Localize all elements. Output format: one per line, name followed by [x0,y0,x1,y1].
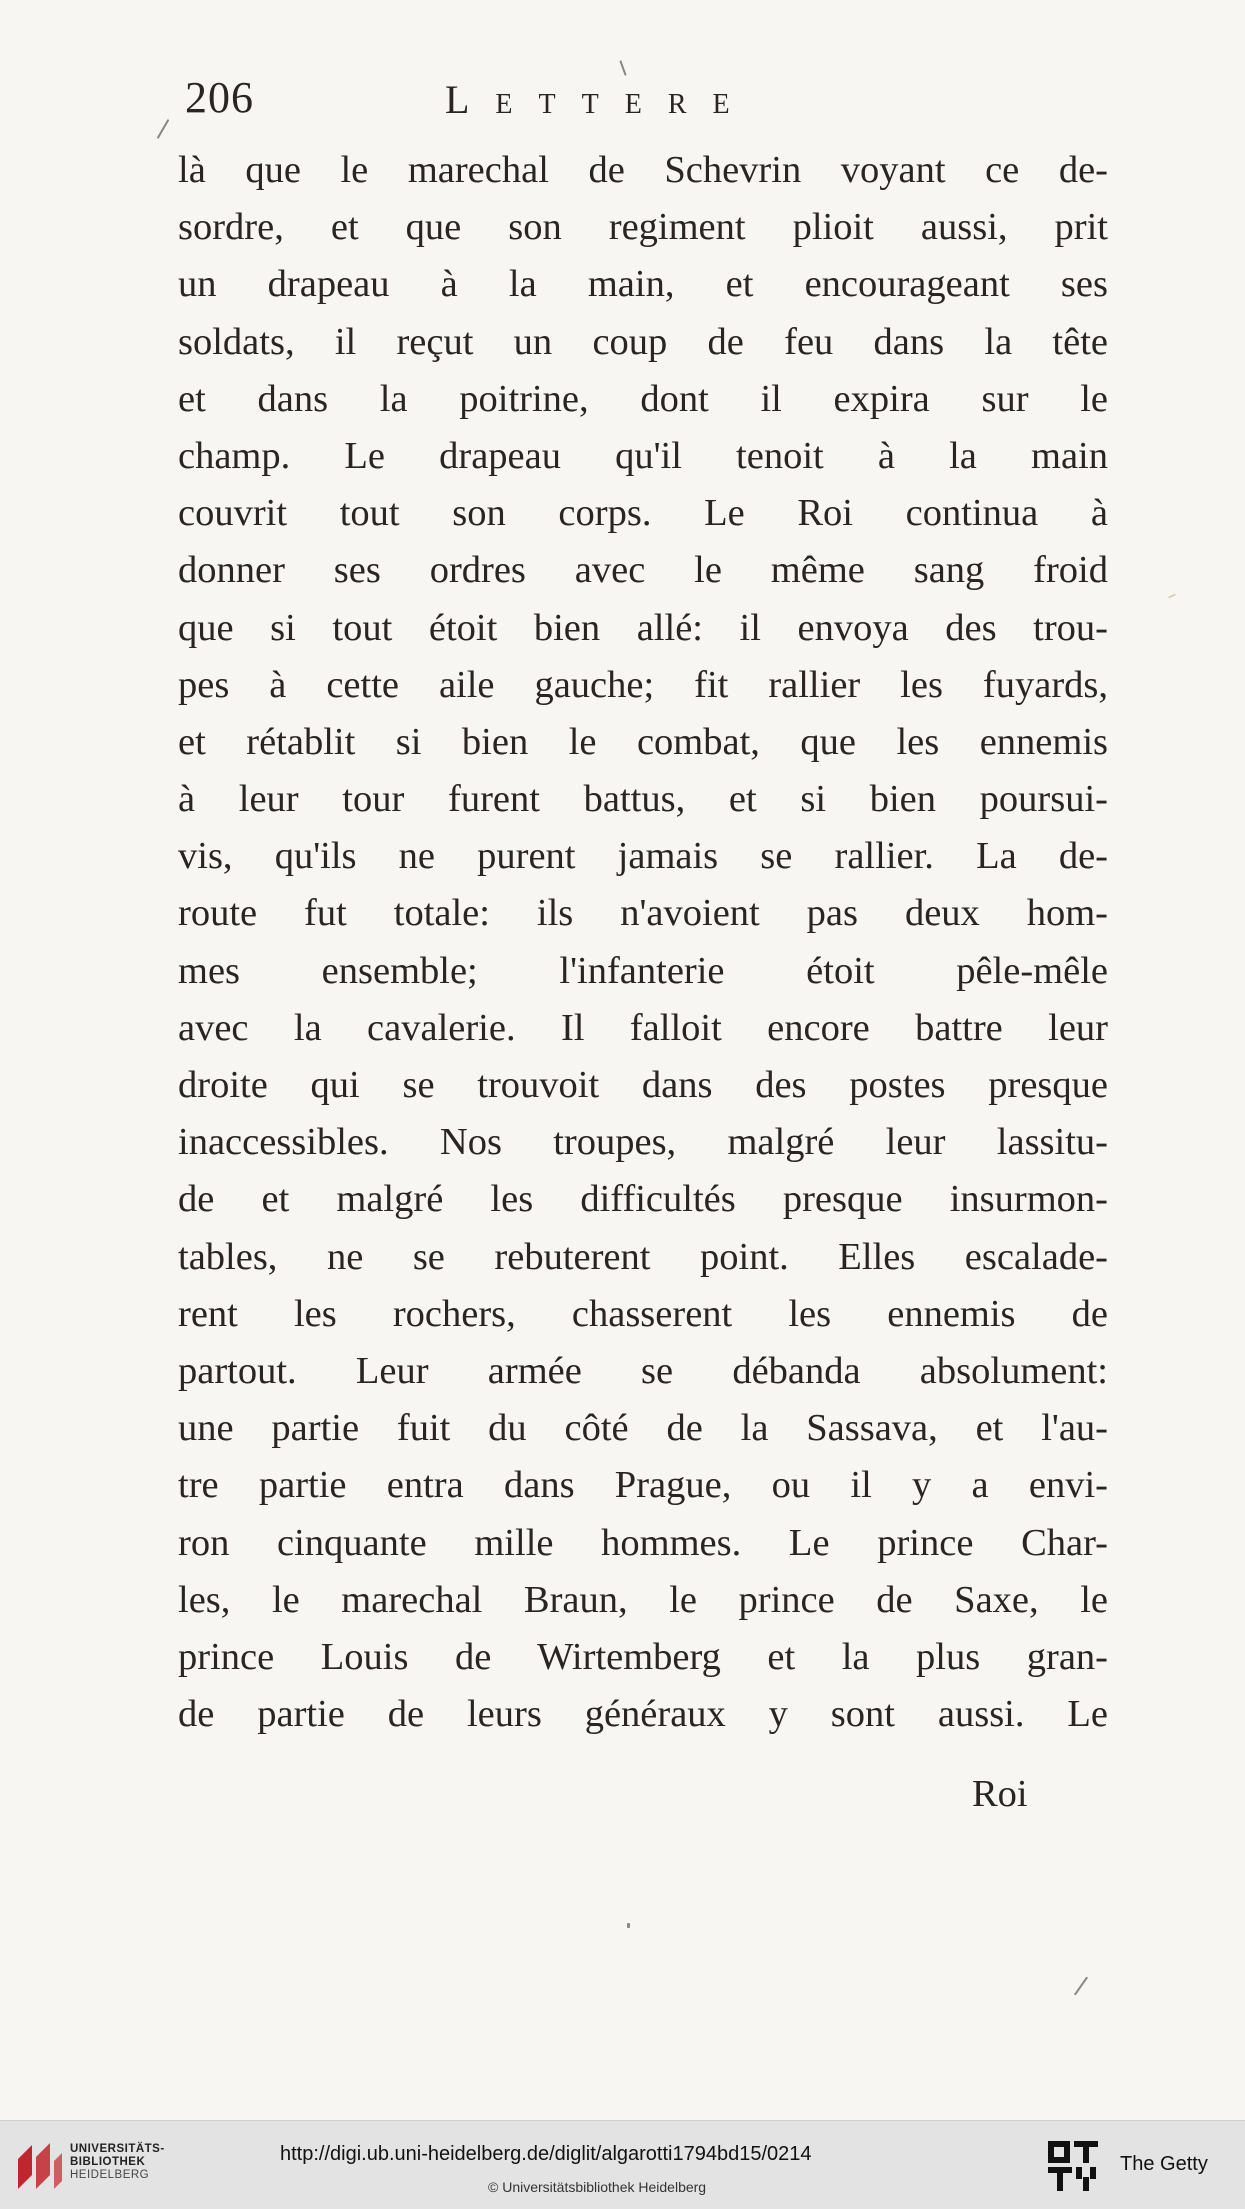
text-line: de partie de leurs généraux y sont aussi. Le [178,1693,1108,1736]
text-line: prince Louis de Wirtemberg et la plus gran- [178,1635,1108,1678]
text-line: inaccessibles. Nos troupes, malgré leur lassitu- [178,1121,1108,1164]
text-line: les, le marechal Braun, le prince de Saxe, le [178,1578,1108,1621]
text-line: donner ses ordres avec le même sang froid [178,549,1108,592]
text-line: de et malgré les difficultés presque insurmon- [178,1178,1108,1221]
partner-name: The Getty [1120,2153,1208,2175]
text-line: et dans la poitrine, dont il expira sur le [178,377,1108,420]
body-text [178,142,1108,1743]
page-number: 206 [185,73,254,122]
text-line: couvrit tout son corps. Le Roi continua à [178,492,1108,535]
text-line: là que le marechal de Schevrin voyant ce de- [178,149,1108,191]
paper-speck [1168,593,1176,598]
text-line: et rétablit si bien le combat, que les ennemis [178,720,1108,763]
library-name-line: HEIDELBERG [70,2169,150,2181]
text-line: vis, qu'ils ne purent jamais se rallier. La de- [178,835,1108,878]
text-line: rent les rochers, chasserent les ennemis de [178,1292,1108,1335]
text-line: mes ensemble; l'infanterie étoit pêle-mêle [178,949,1108,992]
text-line: que si tout étoit bien allé: il envoya des trou- [178,606,1108,649]
text-line: droite qui se trouvoit dans des postes presque [178,1064,1108,1106]
library-name-line: BIBLIOTHEK [70,2156,146,2168]
university-library-logo-icon [14,2139,64,2193]
text-line: à leur tour furent battus, et si bien poursui- [178,778,1108,821]
text-line: un drapeau à la main, et encourageant ses [178,263,1108,306]
text-line: route fut totale: ils n'avoient pas deux hom- [178,892,1108,935]
text-line: soldats, il reçut un coup de feu dans la tête [178,320,1108,363]
paper-speck [157,119,170,139]
catchword: Roi [972,1773,1028,1815]
text-line: champ. Le drapeau qu'il tenoit à la main [178,434,1108,477]
paper-speck [627,1923,630,1928]
library-name [70,2143,165,2182]
text-line: une partie fuit du côté de la Sassava, et l'au- [178,1407,1108,1450]
running-title: Lettere [445,77,756,122]
text-line: tre partie entra dans Prague, ou il y a envi- [178,1464,1108,1507]
text-line: ron cinquante mille hommes. Le prince Char- [178,1521,1108,1564]
getty-logo-icon [1046,2137,1102,2195]
text-line: sordre, et que son regiment plioit aussi, prit [178,206,1108,249]
text-line: tables, ne se rebuterent point. Elles escalade- [178,1235,1108,1278]
text-line: avec la cavalerie. Il falloit encore battre leur [178,1006,1108,1049]
paper-speck [1074,1976,1088,1995]
text-line: partout. Leur armée se débanda absolument: [178,1349,1108,1392]
text-line: pes à cette aile gauche; fit rallier les fuyards, [178,663,1108,706]
running-head [185,72,885,132]
footer-bar [0,2120,1245,2209]
copyright-notice: © Universitätsbibliothek Heidelberg [488,2179,707,2195]
library-name-line: UNIVERSITÄTS- [70,2143,165,2155]
permalink-url[interactable]: http://digi.ub.uni-heidelberg.de/diglit/algarotti1794bd15/0214 [280,2143,812,2165]
